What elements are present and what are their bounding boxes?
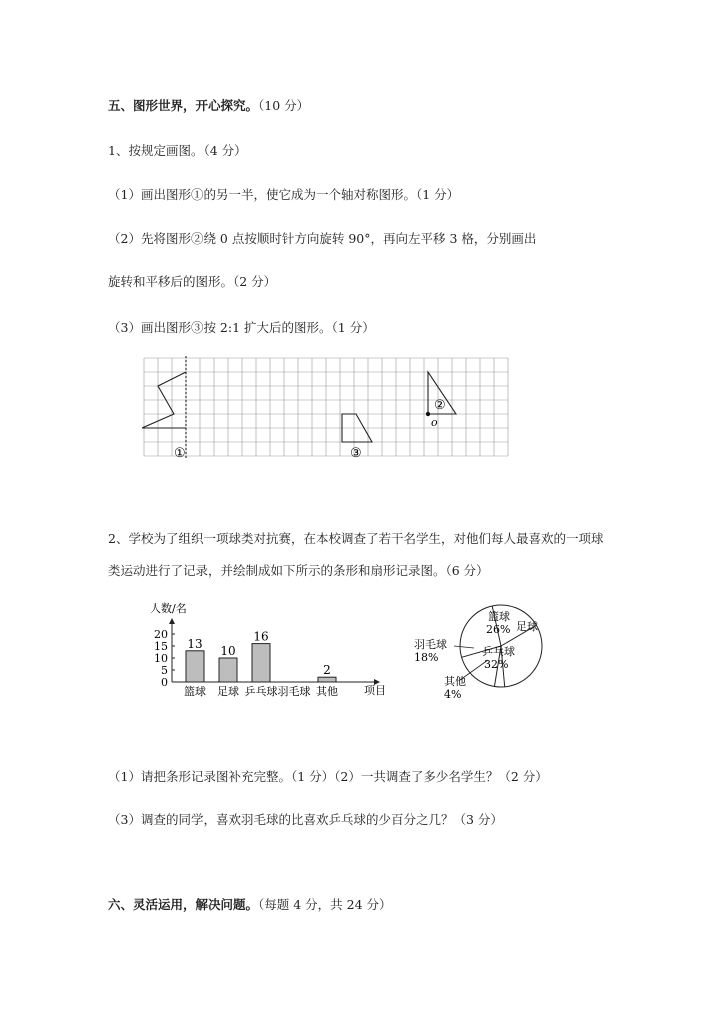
bar [252, 644, 270, 682]
pie-label-pingpong: 乒乓球 [482, 645, 515, 658]
bar [186, 651, 204, 682]
q2-sub3: （3）调查的同学，喜欢羽毛球的比喜欢乒乓球的少百分之几？（3 分） [108, 812, 503, 827]
pie-label-badminton: 羽毛球 [414, 638, 447, 651]
bar-y-tick-label: 20 [154, 628, 168, 641]
point-o-label: o [431, 416, 438, 429]
pie-value-basketball: 26% [486, 623, 511, 636]
grid-figure [142, 356, 514, 462]
bar-value-label: 16 [253, 629, 269, 644]
pie-value-badminton: 18% [414, 651, 439, 664]
figure-2-label: ② [434, 398, 446, 413]
q2-title-line1: 2、学校为了组织一项球类对抗赛，在本校调查了若干名学生，对他们每人最喜欢的一项球 [108, 531, 604, 546]
bar-value-label: 10 [220, 644, 236, 658]
bar [318, 677, 336, 682]
q2-title-line2: 类运动进行了记录，并绘制成如下所示的条形和扇形记录图。（6 分） [108, 563, 489, 578]
q1-title: 1、按规定画图。（4 分） [108, 143, 247, 158]
figure-1-label: ① [174, 446, 186, 461]
section-5-heading [108, 96, 309, 114]
q1-sub3: （3）画出图形③按 2:1 扩大后的图形。（1 分） [108, 320, 375, 335]
section-6-heading [108, 895, 392, 913]
bar-y-tick-label: 0 [161, 676, 168, 689]
bar-chart-xlabel: 项目 [364, 684, 386, 697]
q2-sub1-2: （1）请把条形记录图补充完整。（1 分）（2）一共调查了多少名学生？（2 分） [108, 769, 548, 784]
bar-category-label: 其他 [316, 685, 338, 698]
pie-leader-badminton [454, 646, 474, 648]
bar-y-tick-label: 10 [154, 652, 168, 665]
pie-value-other: 4% [444, 688, 462, 701]
bar-category-label: 羽毛球 [277, 685, 311, 698]
pie-label-football: 足球 [516, 620, 538, 633]
bar-chart [140, 600, 400, 702]
bar-category-label: 乒乓球 [244, 685, 278, 698]
bar [219, 658, 237, 682]
bar-y-tick-label: 5 [161, 664, 168, 677]
bar-value-label: 2 [323, 663, 331, 678]
bar-chart-ylabel: 人数/名 [150, 602, 187, 615]
section-5-points: （10 分） [258, 98, 310, 113]
pie-chart [404, 598, 554, 708]
pie-label-basketball: 篮球 [488, 610, 510, 623]
q1-sub1: （1）画出图形①的另一半，使它成为一个轴对称图形。（1 分） [108, 187, 460, 202]
section-5-title: 五、图形世界，开心探究。 [108, 98, 259, 113]
pie-value-pingpong: 32% [484, 658, 509, 671]
section-6-points: （每题 4 分，共 24 分） [258, 897, 392, 912]
figure-3-label: ③ [350, 446, 362, 461]
point-o [426, 412, 430, 416]
q1-sub2-line1: （2）先将图形②绕 0 点按顺时针方向旋转 90°，再向左平移 3 格，分别画出 [108, 231, 537, 246]
q1-sub2-line2: 旋转和平移后的图形。（2 分） [108, 274, 277, 289]
grid-lines [144, 358, 508, 456]
section-6-title: 六、灵活运用，解决问题。 [108, 897, 259, 912]
pie-label-other: 其他 [444, 675, 466, 688]
bar-value-label: 13 [187, 636, 203, 651]
bar-category-label: 篮球 [184, 685, 206, 698]
bar-category-label: 足球 [217, 685, 239, 698]
bar-y-tick-label: 15 [154, 640, 168, 653]
bar-y-arrow [169, 618, 175, 624]
